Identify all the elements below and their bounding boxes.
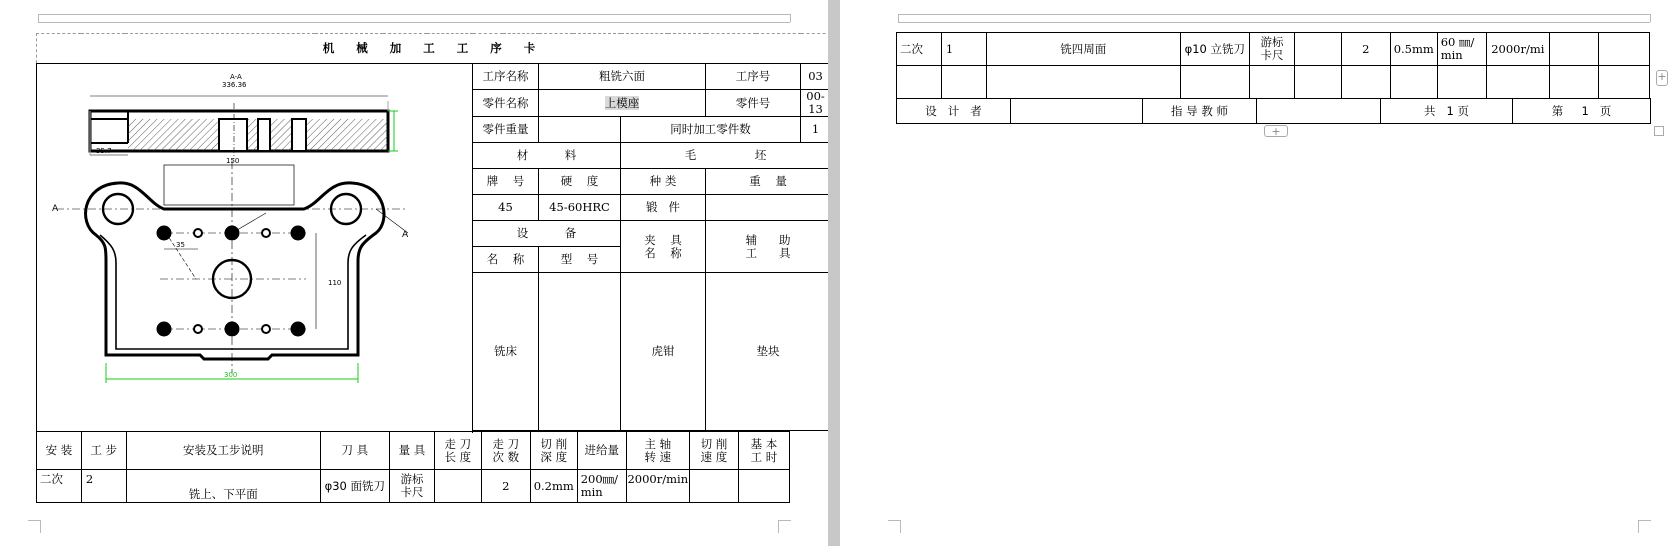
row2-feed[interactable]: 60 ㎜/ min	[1437, 33, 1486, 66]
part-name-label: 零件名称	[473, 90, 539, 117]
equipment-label: 设 备	[473, 221, 621, 247]
row1-depth[interactable]: 0.2mm	[530, 470, 577, 503]
material-label: 材 料	[473, 143, 621, 169]
col-basic-time: 基 本 工 时	[738, 432, 789, 470]
row2-spindle[interactable]: 2000r/mi	[1486, 33, 1549, 66]
process-name-value[interactable]: 粗铣六面	[539, 64, 706, 90]
part-weight-value[interactable]	[539, 117, 621, 143]
empty-cell[interactable]	[1390, 66, 1437, 99]
top-dimension: 336.36	[222, 81, 247, 89]
row2-description[interactable]: 铣四周面	[986, 33, 1180, 66]
hole-marker	[291, 322, 305, 336]
process-no-value[interactable]: 03	[801, 64, 831, 90]
card-title: 机 械 加 工 工 序 卡	[37, 34, 831, 64]
col-description: 安装及工步说明	[126, 432, 320, 470]
empty-cell[interactable]	[1294, 66, 1341, 99]
row1-feed[interactable]: 200㎜/ min	[577, 470, 626, 503]
empty-cell[interactable]	[941, 66, 986, 99]
row1-description[interactable]: 铣上、下平面	[126, 470, 320, 503]
page-gap	[828, 0, 840, 546]
hole-dimension: 35	[176, 241, 185, 249]
fixture-name-label: 夹 具 名 称	[621, 221, 706, 273]
section-mark-right: A	[402, 230, 409, 240]
empty-cell[interactable]	[1486, 66, 1549, 99]
row2-tool[interactable]: φ10 立铣刀	[1180, 33, 1249, 66]
row1-tool[interactable]: φ30 面铣刀	[320, 470, 389, 503]
row1-passes[interactable]: 2	[481, 470, 530, 503]
blank-type-label: 种 类	[621, 169, 706, 195]
margin-corner-mark	[1638, 520, 1651, 533]
process-no-label: 工序号	[706, 64, 801, 90]
header-rule	[898, 14, 1650, 15]
document-page-1	[0, 0, 828, 546]
blank-label: 毛 坯	[621, 143, 831, 169]
empty-cell[interactable]	[1437, 66, 1486, 99]
row2-step[interactable]: 1	[941, 33, 986, 66]
empty-cell[interactable]	[1341, 66, 1390, 99]
hardness-value[interactable]: 45-60HRC	[539, 195, 621, 221]
col-cut-speed: 切 削 速 度	[689, 432, 738, 470]
row1-install[interactable]: 二次	[37, 470, 82, 503]
add-column-button[interactable]: +	[1656, 70, 1668, 86]
blank-weight-value[interactable]	[706, 195, 831, 221]
col-install: 安 装	[37, 432, 82, 470]
empty-cell[interactable]	[1598, 66, 1649, 99]
part-weight-label: 零件重量	[473, 117, 539, 143]
margin-mark	[1650, 14, 1651, 22]
equipment-model-label: 型 号	[539, 247, 621, 273]
row2-travel-length[interactable]	[1294, 33, 1341, 66]
part-no-label: 零件号	[706, 90, 801, 117]
margin-mark	[790, 14, 791, 22]
vertical-dimension: 110	[328, 279, 342, 287]
bottom-dimension: 300	[224, 371, 238, 379]
margin-corner-mark	[28, 520, 41, 533]
hole-marker	[262, 229, 270, 237]
col-feed: 进给量	[577, 432, 626, 470]
margin-mark	[898, 14, 899, 22]
col-passes: 走 刀 次 数	[481, 432, 530, 470]
advisor-label: 指 导 教 师	[1143, 99, 1257, 124]
col-step: 工 步	[81, 432, 126, 470]
blank-type-value[interactable]: 锻 件	[621, 195, 706, 221]
simultaneous-parts-label: 同时加工零件数	[621, 117, 801, 143]
document-page-2	[840, 0, 1680, 546]
part-name-cell[interactable]	[539, 90, 706, 117]
row2-cut-speed[interactable]	[1549, 33, 1598, 66]
part-no-value[interactable]: 00-13	[801, 90, 831, 117]
row1-travel-length[interactable]	[434, 470, 481, 503]
equipment-name-label: 名 称	[473, 247, 539, 273]
hardness-label: 硬 度	[539, 169, 621, 195]
add-row-button[interactable]: +	[1264, 125, 1288, 137]
steps-table	[36, 431, 790, 503]
row2-basic-time[interactable]	[1598, 33, 1649, 66]
part-name-value[interactable]: 上模座	[604, 95, 640, 110]
advisor-value[interactable]	[1257, 99, 1381, 124]
fixture-name-value[interactable]: 虎钳	[621, 273, 706, 431]
hole-marker	[157, 226, 171, 240]
row1-spindle[interactable]: 2000r/min	[626, 470, 689, 503]
inner-dimension: 150	[226, 157, 240, 165]
designer-label: 设 计 者	[897, 99, 1011, 124]
total-pages-label: 共 1 页	[1381, 99, 1513, 124]
blank-weight-label: 重 量	[706, 169, 831, 195]
page-number-label: 第 1 页	[1513, 99, 1651, 124]
hole-marker	[194, 229, 202, 237]
margin-mark	[38, 14, 39, 22]
margin-corner-mark	[888, 520, 901, 533]
hole-marker	[157, 322, 171, 336]
row1-gauge[interactable]: 游标 卡尺	[390, 470, 435, 503]
row2-gauge[interactable]: 游标 卡尺	[1250, 33, 1295, 66]
hole-marker	[225, 322, 239, 336]
grade-label: 牌 号	[473, 169, 539, 195]
section-mark-left: A	[52, 204, 59, 214]
simultaneous-parts-value[interactable]: 1	[801, 117, 831, 143]
row2-install[interactable]: 二次	[897, 33, 942, 66]
part-drawing	[36, 63, 474, 426]
empty-cell[interactable]	[986, 66, 1180, 99]
section-title: A-A	[230, 73, 242, 81]
row2-passes[interactable]: 2	[1341, 33, 1390, 66]
process-name-label: 工序名称	[473, 64, 539, 90]
col-tool: 刀 具	[320, 432, 389, 470]
hole-marker	[225, 226, 239, 240]
row1-step[interactable]: 2	[81, 470, 126, 503]
equipment-model-value[interactable]	[539, 273, 621, 431]
steps-table-continued	[896, 32, 1650, 99]
row2-depth[interactable]: 0.5mm	[1390, 33, 1437, 66]
grade-value[interactable]: 45	[473, 195, 539, 221]
header-rule	[38, 14, 790, 15]
col-travel-length: 走 刀 长 度	[434, 432, 481, 470]
empty-cell[interactable]	[1180, 66, 1249, 99]
col-depth: 切 削 深 度	[530, 432, 577, 470]
table-resize-handle-icon[interactable]	[1654, 126, 1664, 136]
aux-tool-label: 辅 助 工 具	[706, 221, 831, 273]
header-rule	[38, 22, 790, 23]
empty-cell[interactable]	[897, 66, 942, 99]
hole-marker	[262, 325, 270, 333]
header-rule	[898, 22, 1650, 23]
empty-cell[interactable]	[1549, 66, 1598, 99]
designer-value[interactable]	[1011, 99, 1143, 124]
aux-tool-value[interactable]: 垫块	[706, 273, 831, 431]
left-dimension: 35.7	[96, 147, 112, 155]
signature-footer-table	[896, 98, 1651, 124]
empty-cell[interactable]	[1250, 66, 1295, 99]
equipment-name-value[interactable]: 铣床	[473, 273, 539, 431]
hole-marker	[194, 325, 202, 333]
hole-marker	[291, 226, 305, 240]
row1-cut-speed[interactable]	[689, 470, 738, 503]
margin-corner-mark	[778, 520, 791, 533]
row1-basic-time[interactable]	[738, 470, 789, 503]
col-spindle: 主 轴 转 速	[626, 432, 689, 470]
col-gauge: 量 具	[390, 432, 435, 470]
